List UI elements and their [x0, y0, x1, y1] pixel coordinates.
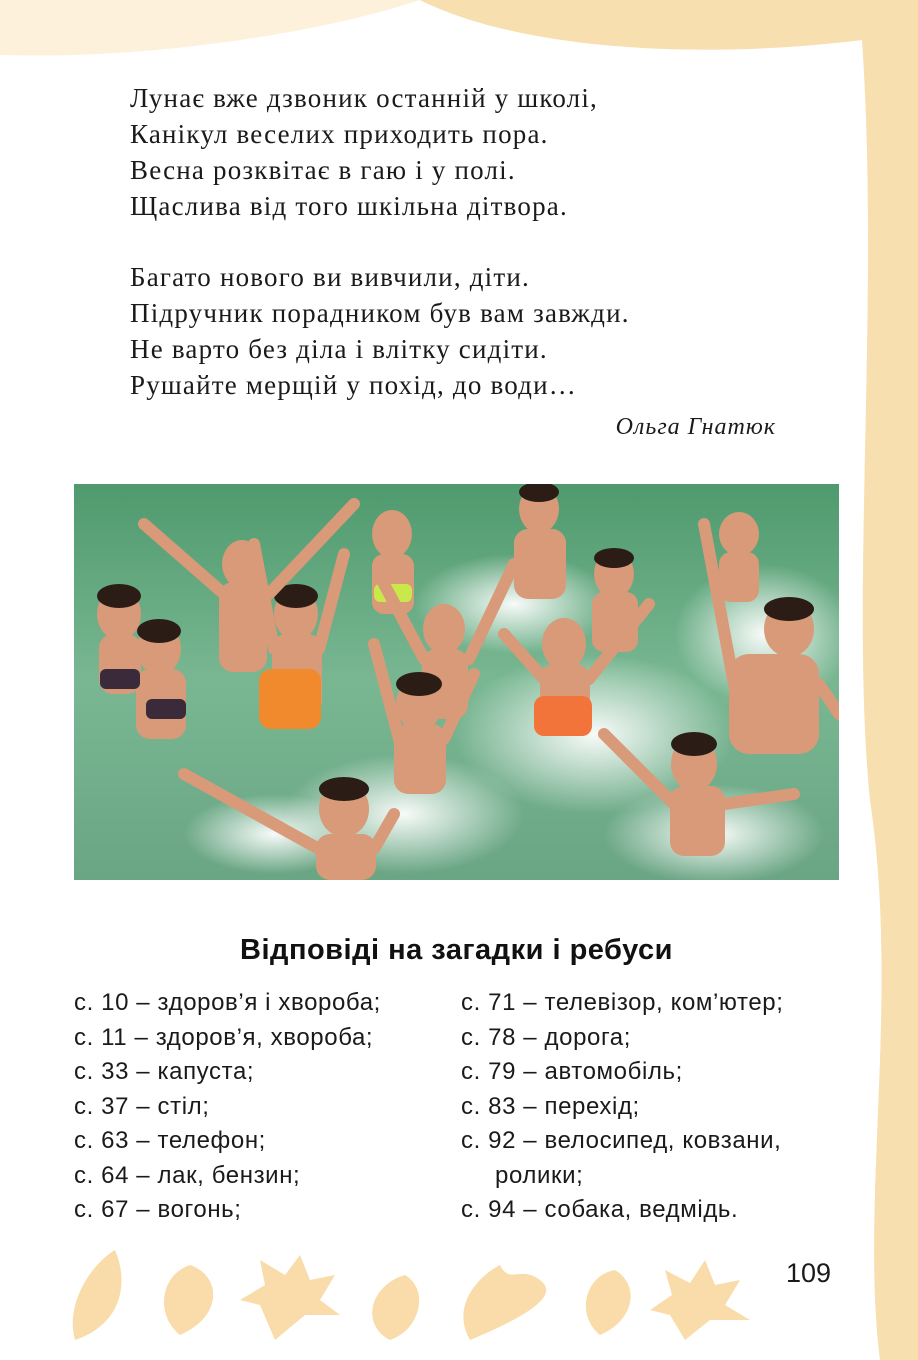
- answer-item: с. 64 – лак, бензин;: [74, 1161, 301, 1189]
- answer-item: с. 10 – здоров’я і хвороба;: [74, 989, 381, 1016]
- leaves-decoration: [60, 1245, 760, 1345]
- answer-item: с. 11 – здоров’я, хвороба;: [74, 1023, 374, 1051]
- poem-author: Ольга Гнатюк: [615, 414, 776, 440]
- answer-item: с. 94 – собака, ведмідь.: [461, 1196, 739, 1223]
- answer-item: с. 63 – телефон;: [74, 1127, 266, 1154]
- answer-item: с. 79 – автомобіль;: [461, 1058, 683, 1085]
- children-swimming-photo: [74, 484, 839, 880]
- stanza-gap: [130, 224, 790, 259]
- answers-title: Відповіді на загадки і ребуси: [240, 934, 673, 966]
- answer-item: с. 37 – стіл;: [74, 1092, 210, 1120]
- answer-item: с. 71 – телевізор, ком’ютер;: [461, 989, 784, 1016]
- answer-item-continuation: ролики;: [495, 1161, 584, 1189]
- answer-item: с. 67 – вогонь;: [74, 1196, 242, 1223]
- answer-item: с. 83 – перехід;: [461, 1092, 640, 1120]
- poem-line: Весна розквітає в гаю і у полі.: [130, 155, 516, 185]
- page-number: 109: [786, 1258, 832, 1288]
- poem-line: Рушайте мерщій у похід, до води…: [130, 370, 577, 400]
- answers-left-column: [74, 986, 381, 1228]
- poem-line: Щаслива від того шкільна дітвора.: [130, 191, 568, 221]
- answer-item: с. 78 – дорога;: [461, 1023, 632, 1051]
- poem-line: Підручник порадником був вам завжди.: [130, 298, 630, 328]
- answer-item: с. 33 – капуста;: [74, 1058, 255, 1085]
- poem: [130, 80, 790, 403]
- poem-line: Лунає вже дзвоник останній у школі,: [130, 83, 599, 113]
- poem-line: Багато нового ви вивчили, діти.: [130, 262, 530, 292]
- poem-line: Не варто без діла і влітку сидіти.: [130, 334, 548, 364]
- answer-item: с. 92 – велосипед, ковзани,: [461, 1127, 782, 1154]
- answers-right-column: [461, 986, 784, 1228]
- poem-line: Канікул веселих приходить пора.: [130, 119, 549, 149]
